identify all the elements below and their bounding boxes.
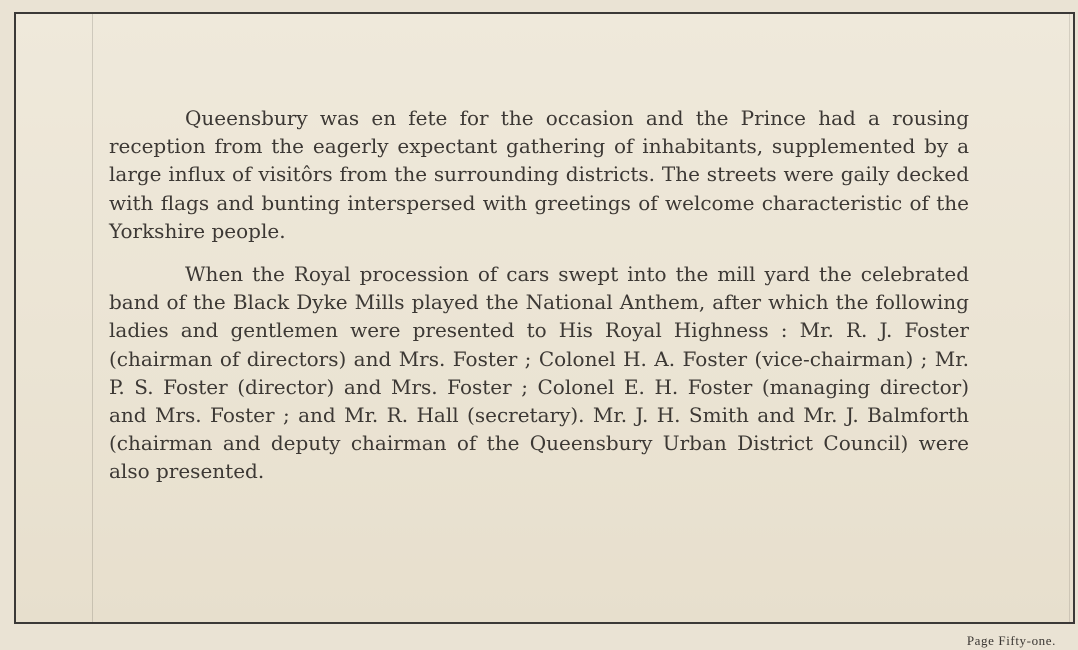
page-number: Page Fifty-one. <box>966 633 1056 648</box>
body-text <box>109 104 969 486</box>
paragraph-royal-procession: When the Royal procession of cars swept into the mill yard the celebrated band of the Black Dyke Mills played the National Anthem, after which the following ladies and gentlemen were presented to His Royal Highness : Mr. R. J. Foster (chairman of directors) and Mrs. Foster ; Colonel H. A. Foster (vice-chairman) ; Mr. P. S. Foster (director) and Mrs. Foster ; Colonel E. H. Foster (managing director) and Mrs. Foster ; and Mr. R. Hall (secretary). Mr. J. H. Smith and Mr. J. Balmforth (chairman and deputy chairman of the Queensbury Urban District Council) were also presented. <box>109 262 969 484</box>
paragraph-queensbury: Queensbury was en fete for the occasion and the Prince had a rousing reception from the eagerly expectant gathering of inhabitants, supplemented by a large influx of visitôrs from the surrounding districts. The streets were gaily decked with flags and bunting interspersed with greetings of welcome characteristic of the Yorkshire people. <box>109 106 969 243</box>
page-frame <box>14 12 1075 624</box>
